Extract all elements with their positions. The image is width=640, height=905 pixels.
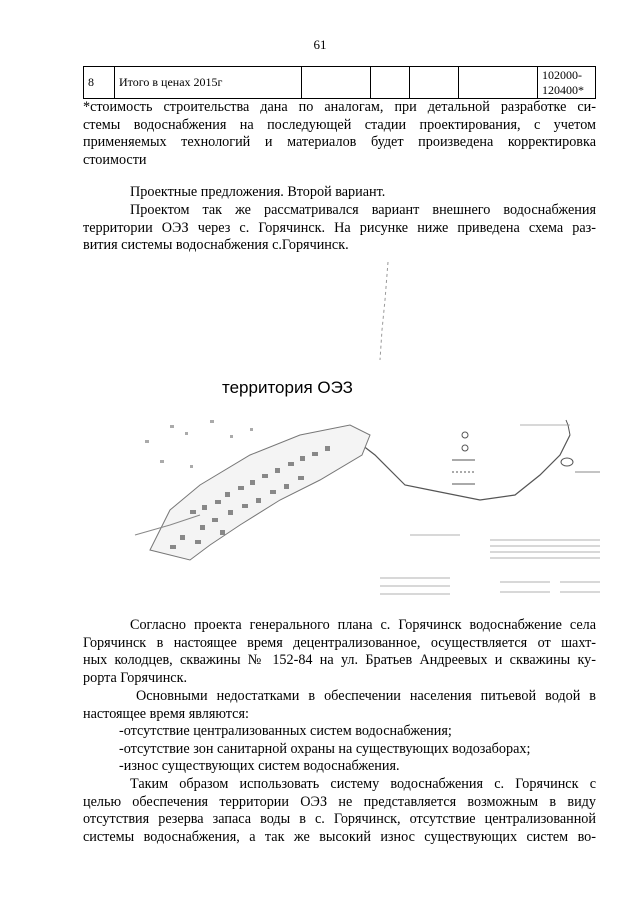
paragraph-line: Проектом так же рассматривался вариант внешнего водоснабжения (130, 202, 596, 218)
paragraph-line: целью обеспечения территории ОЭЗ не представляется возможным в виду (83, 793, 596, 810)
table-cell (410, 67, 459, 99)
paragraph-line: территории ОЭЗ через с. Горячинск. На рисунке ниже приведена схема раз- (83, 219, 596, 236)
list-item: -отсутствие централизованных систем водоснабжения; (119, 723, 452, 739)
list-item: -износ существующих систем водоснабжения. (119, 758, 400, 774)
paragraph-line: системы водоснабжения, а так же высокий износ существующих систем во- (83, 828, 596, 845)
total-value-line: 120400* (542, 82, 584, 97)
footnote-line: *стоимость строительства дана по аналогам, при детальной разработке си- (83, 99, 596, 115)
list-item: -отсутствие зон санитарной охраны на существующих водозаборах; (119, 740, 531, 757)
total-value-line: 102000- (542, 67, 582, 82)
proposal-heading-block (83, 184, 596, 202)
paragraph-line: Основными недостатками в обеспечении населения питьевой водой в (136, 688, 596, 704)
paragraph-line: отсутствия резерва запаса воды в с. Горячинск, отсутствие централизованной (83, 811, 596, 827)
conclusion-paragraph (83, 776, 596, 846)
paragraph-line: Горячинск в настоящее время децентрализованное, осуществляется от шахт- (83, 634, 596, 651)
footnote-line: стемы водоснабжения на последующей стадии проектирования, с учетом (83, 116, 596, 133)
paragraph-line: вития системы водоснабжения с.Горячинск. (83, 237, 349, 253)
footnote-line: применяемых технологий и материалов будет произведена корректировка (83, 134, 596, 150)
table-cell (459, 67, 538, 99)
page-number: 61 (313, 37, 327, 52)
paragraph-line: настоящее время являются: (83, 705, 249, 722)
table-cell (302, 67, 371, 99)
proposal-paragraph (83, 202, 596, 255)
table-row (84, 67, 596, 99)
table-cell (371, 67, 410, 99)
row-number-cell: 8 (84, 67, 115, 99)
paragraph-line: ных колодцев, скважины № 152-84 на ул. Братьев Андреевых и скважины ку- (83, 652, 596, 668)
footnote (83, 99, 596, 169)
map-title: территория ОЭЗ (222, 378, 353, 397)
cost-table (83, 66, 596, 99)
general-plan-paragraph (83, 617, 596, 687)
paragraph-line: Таким образом использовать систему водоснабжения с. Горячинск с (130, 776, 596, 792)
footnote-line: стоимости (83, 151, 147, 168)
shortcomings-paragraph (83, 688, 596, 723)
shortcomings-list (83, 723, 596, 776)
row-label-cell: Итого в ценах 2015г (115, 67, 302, 99)
paragraph-line: Согласно проекта генерального плана с. Горячинск водоснабжение села (130, 617, 596, 633)
water-supply-scheme-map (130, 260, 610, 610)
paragraph-line: рорта Горячинск. (83, 669, 188, 686)
total-value-cell (538, 67, 596, 99)
proposal-heading: Проектные предложения. Второй вариант. (130, 184, 386, 200)
